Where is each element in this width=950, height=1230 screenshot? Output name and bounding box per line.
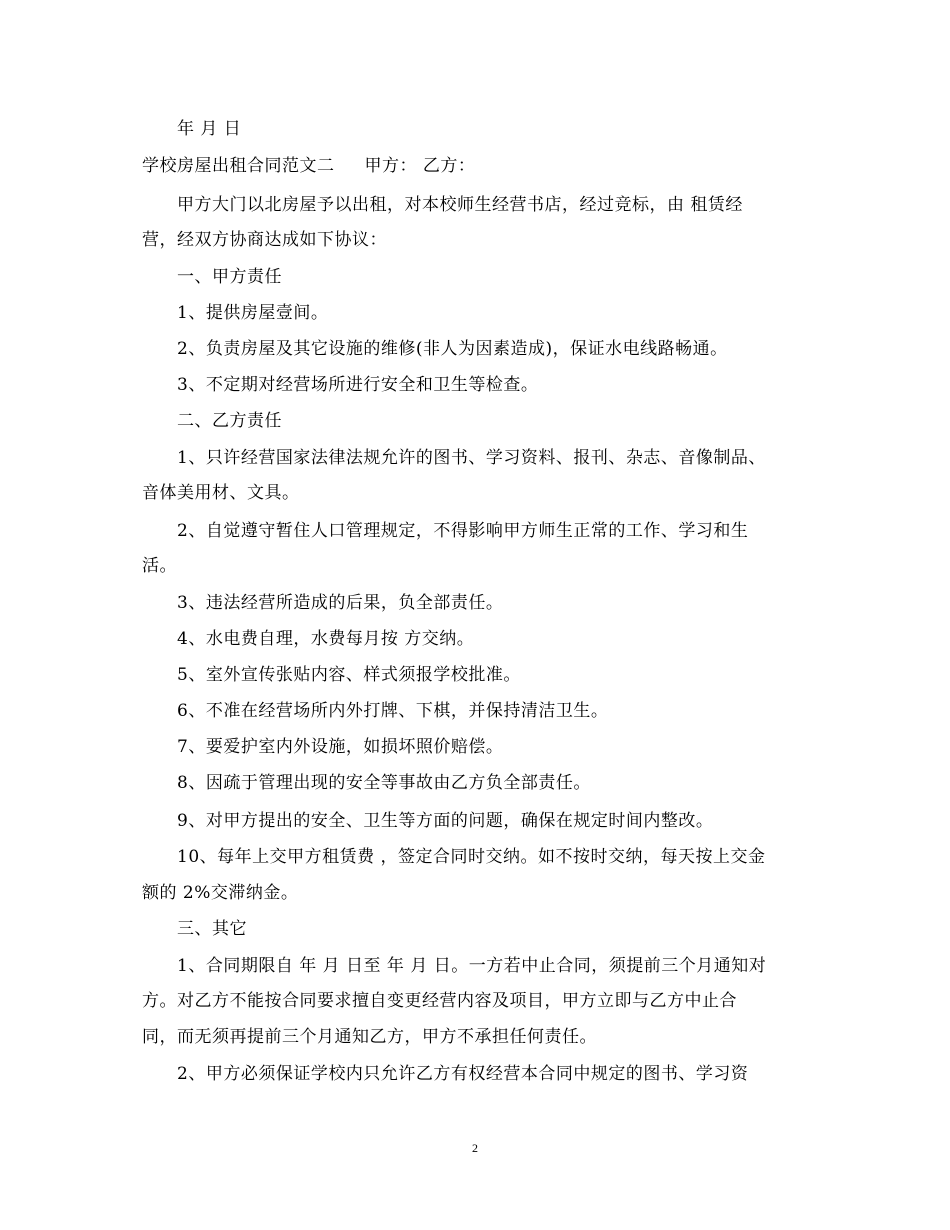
party-a-label: 甲方：: [364, 156, 417, 176]
clause: 3、不定期对经营场所进行安全和卫生等检查。: [177, 375, 539, 395]
clause: 6、不准在经营场所内外打牌、下棋，并保持清洁卫生。: [177, 701, 609, 721]
clause-continued: 同，而无须再提前三个月通知乙方，甲方不承担任何责任。: [142, 1027, 597, 1047]
date-line: 年 月 日: [177, 119, 242, 139]
party-b-label: 乙方：: [422, 156, 476, 176]
clause-continued: 额的 2%交滞纳金。: [142, 883, 299, 903]
clause: 1、提供房屋壹间。: [177, 303, 329, 323]
clause: 7、要爱护室内外设施，如损坏照价赔偿。: [177, 737, 504, 757]
section-title: 一、甲方责任: [177, 267, 282, 287]
clause: 3、违法经营所造成的后果，负全部责任。: [177, 593, 504, 613]
clause: 2、负责房屋及其它设施的维修(非人为因素造成)，保证水电线路畅通。: [177, 339, 728, 359]
clause: 8、因疏于管理出现的安全等事故由乙方负全部责任。: [177, 773, 591, 793]
clause: 4、水电费自理，水费每月按 方交纳。: [177, 629, 475, 649]
clause: 2、自觉遵守暂住人口管理规定，不得影响甲方师生正常的工作、学习和生: [177, 521, 749, 541]
clause-continued: 活。: [142, 556, 177, 576]
section-title: 二、乙方责任: [177, 411, 282, 431]
clause: 2、甲方必须保证学校内只允许乙方有权经营本合同中规定的图书、学习资: [177, 1064, 749, 1084]
clause-continued: 方。对乙方不能按合同要求擅自变更经营内容及项目，甲方立即与乙方中止合: [142, 991, 737, 1011]
clause-continued: 音体美用材、文具。: [142, 483, 300, 503]
clause: 10、每年上交甲方租赁费 ，签定合同时交纳。如不按时交纳，每天按上交金: [177, 847, 766, 867]
clause: 9、对甲方提出的安全、卫生等方面的问题，确保在规定时间内整改。: [177, 811, 714, 831]
intro-line: 甲方大门以北房屋予以出租，对本校师生经营书店，经过竞标，由 租赁经: [177, 195, 743, 215]
intro-line: 营，经双方协商达成如下协议：: [142, 230, 387, 250]
contract-heading: [142, 155, 822, 177]
page-number: 2: [472, 1141, 478, 1155]
clause: 1、合同期限自 年 月 日至 年 月 日。一方若中止合同，须提前三个月通知对: [177, 956, 767, 976]
clause: 1、只许经营国家法律法规允许的图书、学习资料、报刊、杂志、音像制品、: [177, 448, 766, 468]
contract-title: 学校房屋出租合同范文二: [142, 156, 335, 176]
section-title: 三、其它: [177, 919, 247, 939]
clause: 5、室外宣传张贴内容、样式须报学校批准。: [177, 665, 521, 685]
